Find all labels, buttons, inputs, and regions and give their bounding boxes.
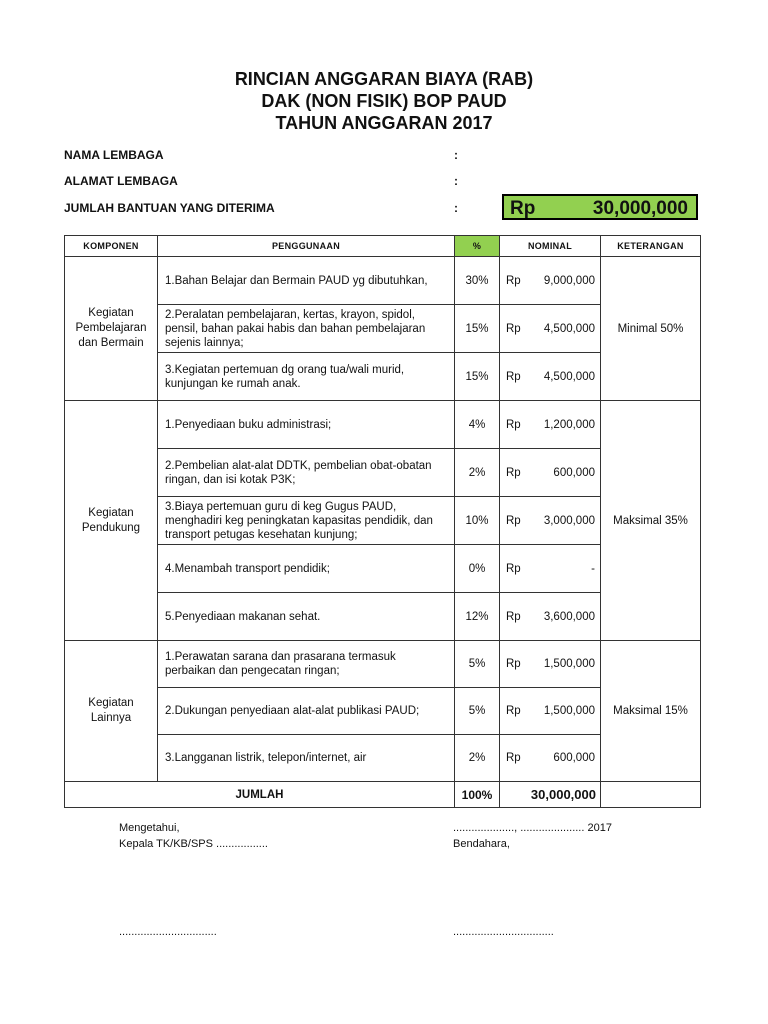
kepala-signature-line: ................................	[119, 926, 217, 938]
penggunaan-cell: 2.Pembelian alat-alat DDTK, pembelian obat-obatan ringan, dan isi kotak P3K;	[158, 449, 455, 497]
percent-cell: 5%	[455, 688, 500, 735]
nominal-cell: Rp 1,500,000	[500, 641, 601, 688]
percent-cell: 2%	[455, 735, 500, 782]
header-keterangan: KETERANGAN	[601, 236, 701, 257]
rab-table	[64, 235, 701, 808]
nominal-cell: Rp 1,500,000	[500, 688, 601, 735]
komponen-pembelajaran: Kegiatan Pembelajaran dan Bermain	[65, 257, 158, 401]
table-header-row	[65, 236, 701, 257]
percent-cell: 5%	[455, 641, 500, 688]
header-komponen: KOMPONEN	[65, 236, 158, 257]
penggunaan-cell: 4.Menambah transport pendidik;	[158, 545, 455, 593]
percent-cell: 15%	[455, 353, 500, 401]
title-line-3: TAHUN ANGGARAN 2017	[275, 113, 493, 133]
percent-cell: 30%	[455, 257, 500, 305]
bendahara-label: Bendahara,	[453, 838, 510, 850]
total-label: JUMLAH	[65, 782, 455, 808]
amount-value: 30,000,000	[592, 198, 688, 219]
nama-lembaga-label: NAMA LEMBAGA	[64, 148, 164, 162]
nominal-cell: Rp 3,000,000	[500, 497, 601, 545]
table-row	[65, 401, 701, 449]
penggunaan-cell: 1.Penyediaan buku administrasi;	[158, 401, 455, 449]
nominal-cell: Rp 3,600,000	[500, 593, 601, 641]
table-row	[65, 257, 701, 305]
table-row	[65, 641, 701, 688]
penggunaan-cell: 5.Penyediaan makanan sehat.	[158, 593, 455, 641]
nominal-cell: Rp 4,500,000	[500, 305, 601, 353]
jumlah-bantuan-colon: :	[454, 201, 458, 215]
percent-cell: 15%	[455, 305, 500, 353]
document-title	[0, 68, 768, 134]
header-percent: %	[455, 236, 500, 257]
percent-cell: 4%	[455, 401, 500, 449]
penggunaan-cell: 2.Peralatan pembelajaran, kertas, krayon, spidol, pensil, bahan pakai habis dan bahan pembelajaran sejenis lainnya;	[158, 305, 455, 353]
mengetahui-label: Mengetahui,	[119, 822, 180, 834]
keterangan-maksimal-35: Maksimal 35%	[601, 401, 701, 641]
nominal-cell: Rp 9,000,000	[500, 257, 601, 305]
total-percent: 100%	[455, 782, 500, 808]
keterangan-minimal-50: Minimal 50%	[601, 257, 701, 401]
nama-lembaga-colon: :	[454, 148, 458, 162]
komponen-lainnya: Kegiatan Lainnya	[65, 641, 158, 782]
percent-cell: 2%	[455, 449, 500, 497]
penggunaan-cell: 2.Dukungan penyediaan alat-alat publikasi PAUD;	[158, 688, 455, 735]
nominal-cell: Rp 4,500,000	[500, 353, 601, 401]
komponen-pendukung: Kegiatan Pendukung	[65, 401, 158, 641]
header-penggunaan: PENGGUNAAN	[158, 236, 455, 257]
kepala-label: Kepala TK/KB/SPS .................	[119, 838, 268, 850]
total-keterangan-empty	[601, 782, 701, 808]
header-nominal: NOMINAL	[500, 236, 601, 257]
bendahara-signature-line: .................................	[453, 926, 554, 938]
alamat-lembaga-label: ALAMAT LEMBAGA	[64, 174, 178, 188]
penggunaan-cell: 1.Bahan Belajar dan Bermain PAUD yg dibutuhkan,	[158, 257, 455, 305]
title-line-2: DAK (NON FISIK) BOP PAUD	[261, 91, 507, 111]
jumlah-bantuan-amount-box	[502, 194, 698, 220]
nominal-cell: Rp 600,000	[500, 735, 601, 782]
total-nominal: 30,000,000	[500, 782, 601, 808]
place-date-line: ...................., ..................... 2017	[453, 822, 612, 834]
alamat-lembaga-colon: :	[454, 174, 458, 188]
keterangan-maksimal-15: Maksimal 15%	[601, 641, 701, 782]
penggunaan-cell: 3.Biaya pertemuan guru di keg Gugus PAUD, menghadiri keg peningkatan kapasitas pendidik, dan transport petugas kesehatan kunjung;	[158, 497, 455, 545]
total-row	[65, 782, 701, 808]
penggunaan-cell: 3.Kegiatan pertemuan dg orang tua/wali murid, kunjungan ke rumah anak.	[158, 353, 455, 401]
percent-cell: 10%	[455, 497, 500, 545]
jumlah-bantuan-label: JUMLAH BANTUAN YANG DITERIMA	[64, 201, 275, 215]
amount-currency: Rp	[510, 198, 536, 219]
penggunaan-cell: 1.Perawatan sarana dan prasarana termasuk perbaikan dan pengecatan ringan;	[158, 641, 455, 688]
title-line-1: RINCIAN ANGGARAN BIAYA (RAB)	[234, 69, 534, 89]
nominal-cell: Rp 600,000	[500, 449, 601, 497]
nominal-cell: Rp 1,200,000	[500, 401, 601, 449]
penggunaan-cell: 3.Langganan listrik, telepon/internet, air	[158, 735, 455, 782]
percent-cell: 12%	[455, 593, 500, 641]
percent-cell: 0%	[455, 545, 500, 593]
nominal-cell: Rp -	[500, 545, 601, 593]
